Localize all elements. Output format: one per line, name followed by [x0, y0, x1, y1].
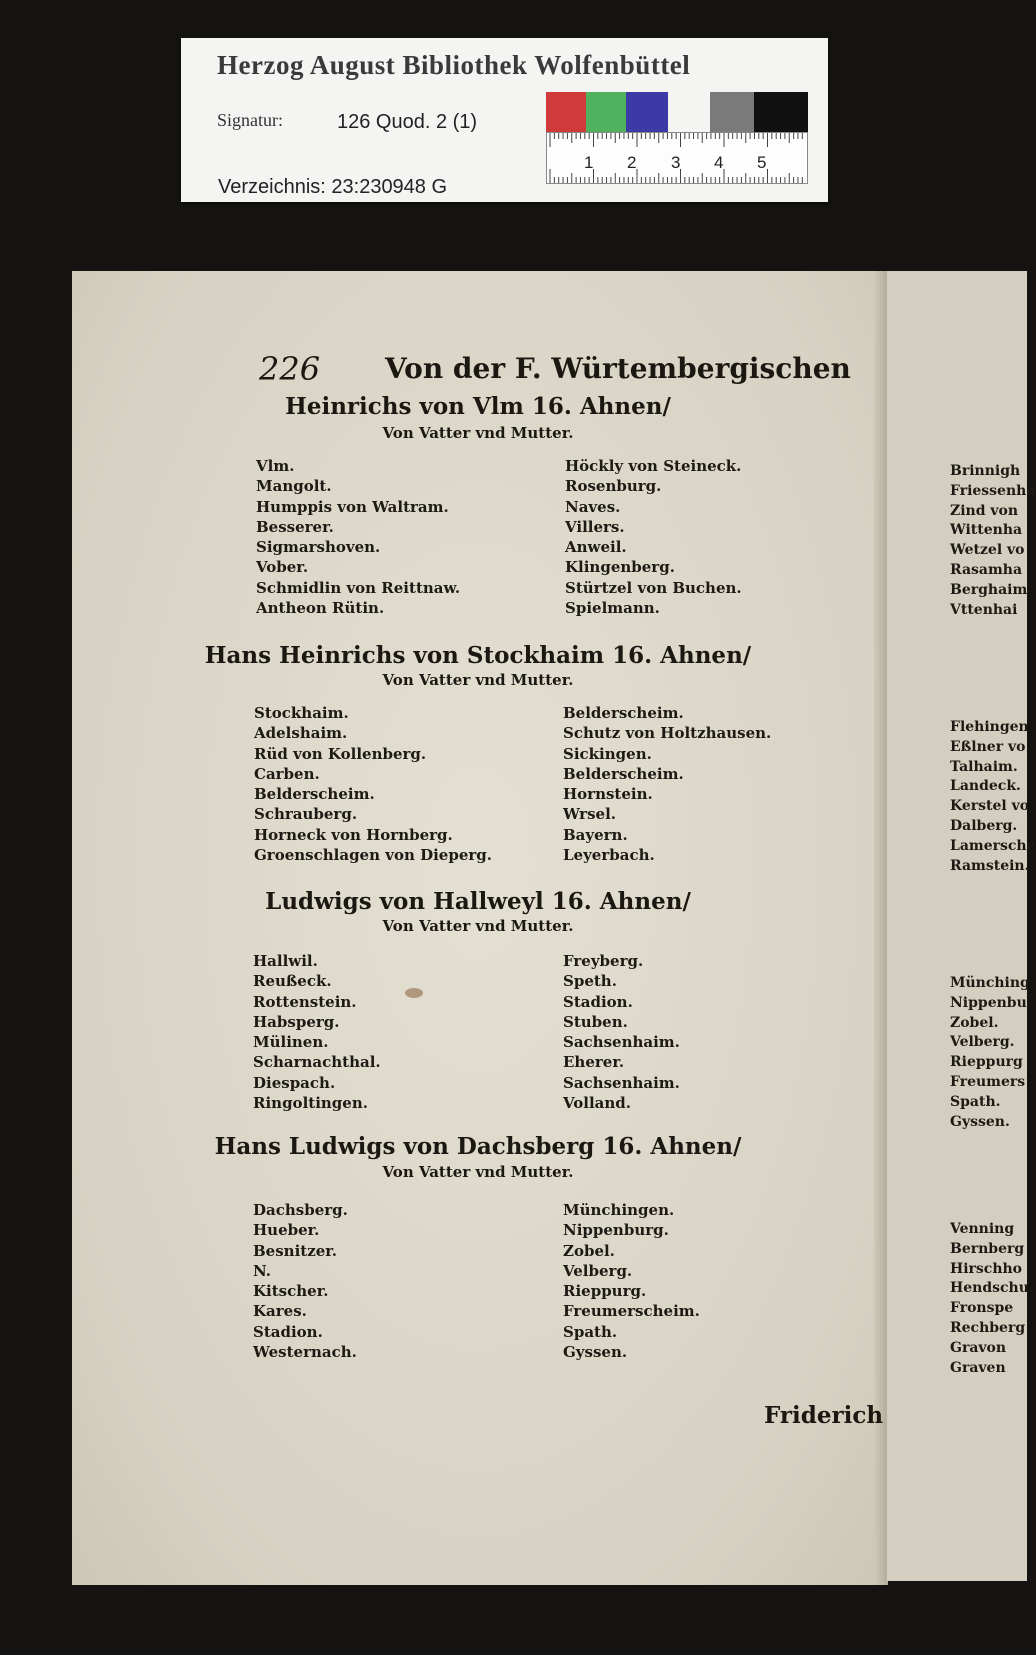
list-item: Wrsel. [563, 805, 616, 824]
section-subtitle: Von Vatter vnd Mutter. [382, 1163, 574, 1181]
list-item: Klingenberg. [565, 558, 675, 577]
list-item: Habsperg. [253, 1012, 340, 1031]
ancestor-list-left [254, 703, 492, 865]
list-item: Nippenburg. [563, 1221, 669, 1240]
list-item: Kitscher. [253, 1282, 329, 1301]
list-item: Vober. [256, 558, 309, 577]
ruler-number: 2 [627, 153, 637, 172]
list-item: Stockhaim. [254, 704, 349, 722]
list-item: Adelshaim. [254, 724, 348, 743]
list-item: Zind von [950, 502, 1019, 519]
list-item: Horneck von Hornberg. [254, 825, 453, 844]
library-name: Herzog August Bibliothek Wolfenbüttel [217, 50, 691, 80]
list-item: Hueber. [253, 1221, 320, 1240]
list-item: Schmidlin von Reittnaw. [256, 578, 461, 597]
list-item: Talhaim. [950, 758, 1018, 775]
list-item: Freumers [950, 1073, 1026, 1090]
color-swatch [546, 92, 586, 132]
list-item: Spath. [950, 1093, 1001, 1110]
list-item: Wetzel vo [950, 542, 1025, 559]
list-item: Belderscheim. [563, 704, 684, 722]
ancestor-list-right [563, 703, 771, 865]
list-item: Groenschlagen von Dieperg. [254, 846, 492, 865]
list-item: Venning [950, 1221, 1015, 1237]
list-item: Dachsberg. [253, 1201, 348, 1219]
list-item: Eherer. [563, 1053, 625, 1072]
ancestor-list-left [253, 1200, 357, 1362]
color-swatch [626, 92, 668, 132]
list-item: Kares. [253, 1302, 307, 1321]
list-item: Hendschu [950, 1280, 1029, 1297]
list-item: Wittenha [950, 522, 1023, 539]
right-page-list [950, 974, 1030, 1132]
list-item: Friessenha [950, 482, 1036, 499]
ancestor-list-right [563, 1200, 700, 1362]
ancestor-list-left [253, 951, 381, 1113]
list-item: Hallwil. [253, 952, 318, 970]
color-swatch [710, 92, 754, 132]
list-item: Rüd von Kollenberg. [254, 744, 427, 763]
list-item: Rechberg [950, 1319, 1026, 1336]
ruler-number: 4 [714, 153, 724, 172]
list-item: Münching [950, 975, 1030, 991]
section-subtitle: Von Vatter vnd Mutter. [382, 424, 574, 442]
list-item: Westernach. [253, 1343, 357, 1362]
list-item: Flehingen [950, 719, 1029, 735]
list-item: Stadion. [563, 992, 633, 1011]
list-item: Besnitzer. [253, 1241, 338, 1260]
list-item: Vttenhai [950, 601, 1018, 618]
color-swatch [754, 92, 808, 132]
list-item: Anweil. [565, 538, 627, 557]
section-title: Hans Ludwigs von Dachsberg 16. Ahnen/ [214, 1133, 742, 1160]
list-item: Fronspe [950, 1300, 1014, 1317]
page-number: 226 [259, 350, 321, 388]
list-item: Rottenstein. [253, 992, 357, 1011]
list-item: Dalberg. [950, 817, 1018, 834]
list-item: Rieppurg [950, 1054, 1023, 1071]
list-item: Rasamha [950, 561, 1023, 578]
list-item: Vlm. [256, 457, 295, 475]
list-item: Velberg. [563, 1261, 633, 1280]
signatur-value: 126 Quod. 2 (1) [337, 111, 478, 133]
list-item: Belderscheim. [254, 785, 375, 804]
list-item: Velberg. [950, 1034, 1015, 1051]
list-item: Ringoltingen. [253, 1094, 368, 1113]
ink-stain [405, 988, 423, 998]
list-item: Stuben. [563, 1012, 628, 1031]
list-item: Mülinen. [253, 1033, 329, 1052]
list-item: Villers. [565, 517, 625, 536]
color-swatch [668, 92, 710, 132]
list-item: Speth. [563, 972, 617, 991]
list-item: Landeck. [950, 778, 1021, 795]
color-swatch [586, 92, 626, 132]
list-item: Besserer. [256, 517, 334, 536]
list-item: Eßlner vo [950, 738, 1026, 755]
list-item: Zobel. [950, 1014, 999, 1031]
list-item: Schutz von Holtzhausen. [563, 724, 772, 743]
list-item: Antheon Rütin. [256, 599, 385, 618]
running-head: Von der F. Würtembergischen [385, 352, 851, 385]
list-item: Berghaim [950, 581, 1028, 598]
list-item: Spath. [563, 1322, 618, 1341]
list-item: Graven [950, 1359, 1006, 1376]
color-swatches [546, 92, 808, 132]
verzeichnis: Verzeichnis: 23:230948 G [218, 176, 448, 198]
list-item: Nippenbu [950, 994, 1027, 1011]
list-item: Scharnachthal. [253, 1053, 381, 1072]
list-item: N. [253, 1261, 271, 1280]
signatur-label: Signatur: [217, 110, 283, 130]
list-item: Ramstein. [950, 857, 1030, 874]
section-title: Ludwigs von Hallweyl 16. Ahnen/ [265, 888, 691, 915]
list-item: Kerstel vo [950, 798, 1030, 815]
list-item: Carben. [254, 764, 320, 783]
list-item: Rieppurg. [563, 1282, 647, 1301]
right-page-list [950, 718, 1036, 876]
list-item: Humppis von Waltram. [256, 497, 449, 516]
ruler-number: 1 [584, 153, 594, 172]
list-item: Leyerbach. [563, 846, 655, 865]
list-item: Naves. [565, 497, 621, 516]
list-item: Sachsenhaim. [563, 1033, 680, 1052]
right-page-list [950, 462, 1035, 620]
list-item: Zobel. [563, 1241, 615, 1260]
list-item: Sachsenhaim. [563, 1073, 680, 1092]
list-item: Bayern. [563, 825, 628, 844]
list-item: Volland. [563, 1094, 631, 1113]
ancestor-list-right [563, 951, 680, 1113]
catchword: Friderich [764, 1402, 884, 1429]
list-item: Bernberg [950, 1240, 1025, 1257]
section-subtitle: Von Vatter vnd Mutter. [382, 917, 574, 935]
list-item: Gyssen. [563, 1343, 628, 1362]
library-label [181, 38, 828, 202]
list-item: Hirschho [950, 1260, 1023, 1277]
list-item: Stadion. [253, 1322, 323, 1341]
list-item: Schrauberg. [254, 805, 358, 824]
section-subtitle: Von Vatter vnd Mutter. [382, 671, 574, 689]
list-item: Münchingen. [563, 1201, 675, 1219]
list-item: Freyberg. [563, 952, 644, 970]
scale-ruler [546, 132, 808, 184]
list-item: Belderscheim. [563, 764, 684, 783]
section-title: Heinrichs von Vlm 16. Ahnen/ [285, 393, 671, 420]
list-item: Spielmann. [565, 599, 660, 618]
list-item: Freumerscheim. [563, 1302, 700, 1321]
ruler-number: 3 [671, 153, 681, 172]
section-title: Hans Heinrichs von Stockhaim 16. Ahnen/ [204, 642, 752, 669]
list-item: Mangolt. [256, 477, 332, 496]
list-item: Rosenburg. [565, 477, 662, 496]
ruler-number: 5 [757, 153, 767, 172]
list-item: Reußeck. [253, 972, 332, 991]
list-item: Hornstein. [563, 785, 653, 804]
list-item: Stürtzel von Buchen. [565, 578, 742, 597]
list-item: Diespach. [253, 1073, 336, 1092]
list-item: Gyssen. [950, 1113, 1010, 1130]
list-item: Gravon [950, 1339, 1007, 1356]
list-item: Sigmarshoven. [256, 538, 381, 557]
ancestor-list-right [565, 456, 742, 618]
list-item: Höckly von Steineck. [565, 457, 742, 475]
list-item: Brinnigh [950, 463, 1021, 479]
ancestor-list-left [256, 456, 460, 618]
right-page-list [950, 1220, 1029, 1378]
list-item: Lamersche [950, 837, 1036, 854]
list-item: Sickingen. [563, 744, 652, 763]
